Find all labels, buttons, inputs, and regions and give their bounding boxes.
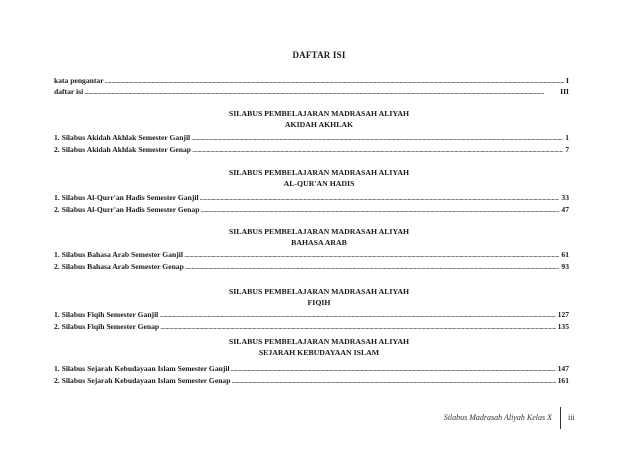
toc-entry[interactable] (54, 193, 569, 204)
toc-entry-page: 161 (557, 376, 569, 385)
dot-leader (84, 87, 558, 96)
toc-entry-label: 2. Silabus Bahasa Arab Semester Genap (54, 262, 184, 271)
toc-entry[interactable] (54, 133, 569, 144)
toc-entry-label: 2. Silabus Akidah Akhlak Semester Genap (54, 145, 192, 154)
toc-entry-page: 135 (557, 322, 569, 331)
section-heading-line1: SILABUS PEMBELAJARAN MADRASAH ALIYAH (228, 109, 410, 118)
dot-leader (192, 145, 563, 154)
dot-leader (191, 133, 563, 142)
toc-entry-daftar-isi[interactable] (54, 87, 569, 98)
toc-entry-label: 1. Silabus Fiqih Semester Ganjil (54, 310, 159, 319)
footer-divider (560, 407, 561, 429)
toc-entry-page: 93 (561, 262, 569, 271)
dot-leader (159, 310, 555, 319)
toc-entry[interactable] (54, 322, 569, 333)
toc-entry[interactable] (54, 364, 569, 375)
section-heading-akidah-akhlak (0, 108, 638, 130)
toc-entry-page: 127 (557, 310, 569, 319)
dot-leader (160, 322, 555, 331)
dot-leader (200, 193, 560, 202)
toc-entry-label: 2. Silabus Al-Qurr'an Hadis Semester Genap (54, 205, 200, 214)
dot-leader (185, 262, 560, 271)
toc-entry-label: 1. Silabus Bahasa Arab Semester Ganjil (54, 250, 183, 259)
toc-entry-page: 33 (561, 193, 569, 202)
toc-entry-page: 61 (561, 250, 569, 259)
toc-entry-label: 1. Silabus Al-Qurr'an Hadis Semester Ganjil (54, 193, 199, 202)
toc-entry[interactable] (54, 262, 569, 273)
toc-entry-page: 7 (565, 145, 569, 154)
dot-leader (200, 205, 559, 214)
toc-entry[interactable] (54, 250, 569, 261)
section-heading-sejarah-kebudayaan-islam (0, 336, 638, 358)
running-footer-title: Silabus Madrasah Aliyah Kelas X (443, 413, 552, 422)
toc-entry-page: III (560, 87, 569, 96)
toc-entry-page: 47 (561, 205, 569, 214)
section-heading-line2: AKIDAH AKHLAK (284, 120, 354, 129)
section-heading-bahasa-arab (0, 226, 638, 248)
toc-entry-label: kata pengantar (54, 76, 104, 85)
toc-entry-page: 1 (565, 133, 569, 142)
toc-entry-label: 1. Silabus Sejarah Kebudayaan Islam Semester Ganjil (54, 364, 230, 373)
toc-entry[interactable] (54, 376, 569, 387)
toc-entry-label: 2. Silabus Sejarah Kebudayaan Islam Semester Genap (54, 376, 231, 385)
section-heading-line1: SILABUS PEMBELAJARAN MADRASAH ALIYAH (228, 337, 410, 346)
dot-leader (231, 376, 555, 385)
toc-entry-page: I (566, 76, 569, 85)
toc-entry-label: 2. Silabus Fiqih Semester Genap (54, 322, 160, 331)
footer-page-number: iii (568, 413, 575, 422)
section-heading-line2: BAHASA ARAB (291, 238, 347, 247)
toc-entry[interactable] (54, 145, 569, 156)
toc-entry-label: daftar isi (54, 87, 84, 96)
section-heading-line1: SILABUS PEMBELAJARAN MADRASAH ALIYAH (228, 287, 410, 296)
toc-entry[interactable] (54, 205, 569, 216)
toc-entry-page: 147 (557, 364, 569, 373)
toc-entry-label: 1. Silabus Akidah Akhlak Semester Ganjil (54, 133, 191, 142)
section-heading-al-quran-hadis (0, 167, 638, 189)
dot-leader (184, 250, 559, 259)
section-heading-fiqih (0, 286, 638, 308)
section-heading-line2: SEJARAH KEBUDAYAAN ISLAM (258, 348, 380, 357)
page-title: DAFTAR ISI (292, 50, 346, 60)
toc-entry-kata-pengantar[interactable] (54, 76, 569, 87)
toc-entry[interactable] (54, 310, 569, 321)
section-heading-line1: SILABUS PEMBELAJARAN MADRASAH ALIYAH (228, 227, 410, 236)
section-heading-line1: SILABUS PEMBELAJARAN MADRASAH ALIYAH (228, 168, 410, 177)
dot-leader (231, 364, 556, 373)
section-heading-line2: FIQIH (307, 298, 331, 307)
section-heading-line2: AL-QUR'AN HADIS (283, 179, 355, 188)
dot-leader (105, 76, 564, 85)
